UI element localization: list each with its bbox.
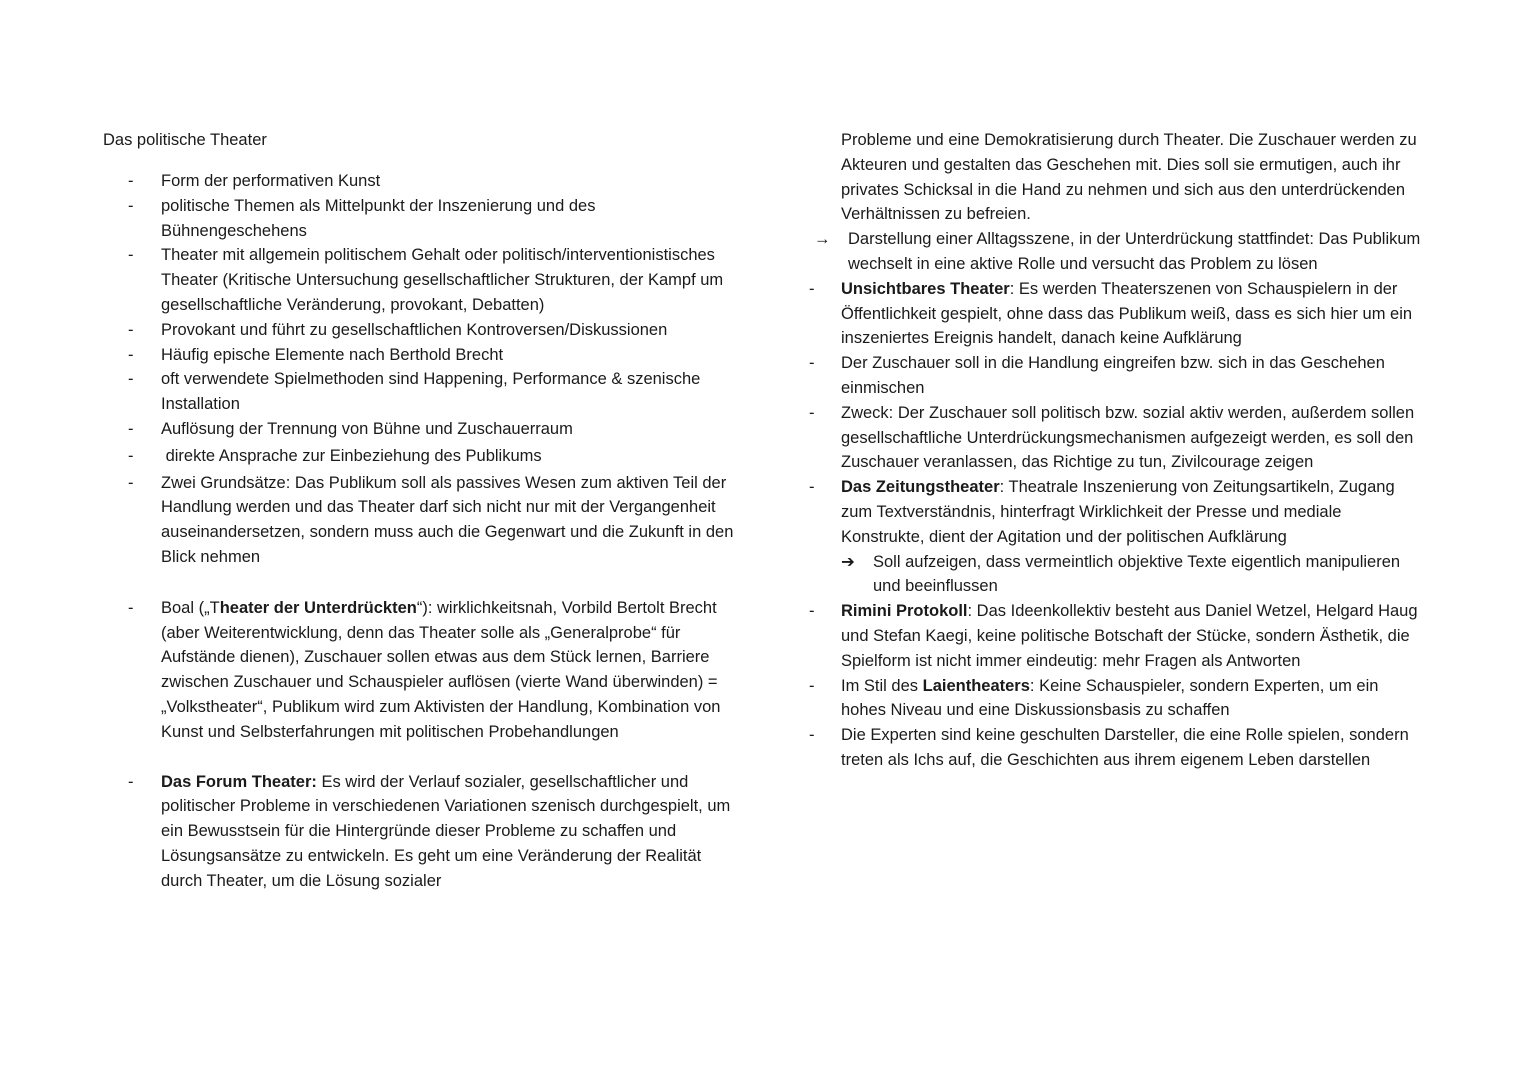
list-item <box>128 194 741 244</box>
list-item <box>128 343 741 368</box>
zeitung-arrow-text: Soll aufzeigen, dass vermeintlich objektive Texte eigentlich manipulieren und beeinflussen <box>873 552 1401 596</box>
forum-theater-text: Es wird der Verlauf sozialer, gesellschaftlicher und politischer Probleme in verschiedenen Variationen szenisch durchgespielt, um ein Bewusstsein für die Hintergründe dieser Probleme zu schaffen und Lösungsansätze zu entwickeln. Es geht um eine Veränderung der Realität durch Theater, um die Lösung sozialer <box>161 772 731 890</box>
list-item <box>128 169 741 194</box>
list-item-zeitungstheater <box>809 475 1421 549</box>
document-title: Das politische Theater <box>103 131 267 149</box>
list-item-text: oft verwendete Spielmethoden sind Happening, Performance & szenische Installation <box>161 370 701 414</box>
list-item <box>128 471 741 570</box>
laientheater-text: : Keine Schauspieler, sondern Experten, um ein hohes Niveau und eine Diskussionsbasis zu schaffen <box>841 676 1379 720</box>
left-column <box>128 169 741 894</box>
dash-bullet: - <box>128 473 134 492</box>
list-item <box>128 243 741 317</box>
right-arrow-icon: → <box>814 230 831 249</box>
list-item-text: politische Themen als Mittelpunkt der Inszenierung und des Bühnengeschehens <box>161 196 596 240</box>
list-item-boal <box>128 596 741 745</box>
list-item-unsichtbares-theater <box>809 277 1421 351</box>
list-item <box>809 351 1421 401</box>
list-item-text: Form der performativen Kunst <box>161 172 381 190</box>
list-item <box>809 401 1421 475</box>
dash-bullet: - <box>128 598 134 617</box>
dash-bullet: - <box>128 446 134 465</box>
list-item-text: Zweck: Der Zuschauer soll politisch bzw. sozial aktiv werden, außerdem sollen gesellschaftliche Unterdrückungsmechanismen aufgezeigt werden, es soll den Zuschauer veranlassen, das Richtige zu tun, Zivilcourage zeigen <box>841 403 1415 472</box>
dash-bullet: - <box>128 196 134 215</box>
list-item-text: direkte Ansprache zur Einbeziehung des Publikums <box>161 446 542 465</box>
laientheater-prefix: Im Stil des <box>841 676 923 695</box>
list-item <box>128 417 741 442</box>
list-item-rimini-protokoll <box>809 599 1421 673</box>
dash-bullet: - <box>128 345 134 364</box>
boal-heading: heater der Unterdrückten <box>219 598 417 617</box>
rimini-protokoll-heading: Rimini Protokoll <box>841 602 968 621</box>
dash-bullet: - <box>809 478 815 497</box>
dash-bullet: - <box>128 320 134 339</box>
forum-arrow-note <box>814 227 1421 277</box>
list-item-laientheater <box>809 674 1421 724</box>
dash-bullet: - <box>809 602 815 621</box>
laientheater-heading: Laientheaters <box>922 676 1030 695</box>
forum-theater-heading: Das Forum Theater: <box>161 772 317 791</box>
bold-arrow-icon: ➔ <box>841 552 855 571</box>
dash-bullet: - <box>128 246 134 265</box>
list-item <box>128 367 741 417</box>
list-item-text: Der Zuschauer soll in die Handlung eingreifen bzw. sich in das Geschehen einmischen <box>841 354 1385 397</box>
zeitung-arrow-note <box>841 550 1421 600</box>
boal-prefix: Boal („T <box>161 598 220 617</box>
dash-bullet: - <box>128 172 134 190</box>
forum-theater-continued: Probleme und eine Demokratisierung durch Theater. Die Zuschauer werden zu Akteuren und gestalten das Geschehen mit. Dies soll sie ermutigen, auch ihr privates Schicksal in die Hand zu nehmen und sich aus den unterdrückenden Verhältnissen zu befreien. <box>841 131 1417 224</box>
forum-arrow-text: Darstellung einer Alltagsszene, in der Unterdrückung stattfindet: Das Publikum wechselt in eine aktive Rolle und versucht das Problem zu lösen <box>848 230 1421 273</box>
list-item-text: Zwei Grundsätze: Das Publikum soll als passives Wesen zum aktiven Teil der Handlung werden und das Theater darf sich nicht nur mit der Vergangenheit auseinandersetzen, sondern muss auch die Gegenwart und die Zukunft in den Blick nehmen <box>161 473 734 566</box>
unsichtbares-theater-heading: Unsichtbares Theater <box>841 279 1010 298</box>
dash-bullet: - <box>809 354 815 373</box>
list-item-forum-theater <box>128 770 741 894</box>
dash-bullet: - <box>809 676 815 695</box>
dash-bullet: - <box>128 772 134 791</box>
list-item <box>809 723 1421 773</box>
list-item-text: Die Experten sind keine geschulten Darsteller, die eine Rolle spielen, sondern treten als Ichs auf, die Geschichten aus ihrem eigenem Leben darstellen <box>841 726 1409 769</box>
dash-bullet: - <box>809 279 815 298</box>
list-item-text: Auflösung der Trennung von Bühne und Zuschauerraum <box>161 419 573 438</box>
dash-bullet: - <box>128 419 134 438</box>
zeitungstheater-heading: Das Zeitungstheater <box>841 478 1000 497</box>
rimini-protokoll-text: : Das Ideenkollektiv besteht aus Daniel Wetzel, Helgard Haug und Stefan Kaegi, keine politische Botschaft der Stücke, sondern Ästhetik, die Spielform ist nicht immer eindeutig: mehr Fragen als Antworten <box>841 602 1418 670</box>
list-item <box>128 444 741 469</box>
dash-bullet: - <box>809 726 815 745</box>
list-item <box>128 318 741 343</box>
zeitungstheater-text: : Theatrale Inszenierung von Zeitungsartikeln, Zugang zum Textverständnis, hinterfragt Wirklichkeit der Presse und mediale Konstrukte, dient der Agitation und der politischen Aufklärung <box>841 478 1395 546</box>
list-item-text: Theater mit allgemein politischem Gehalt oder politisch/interventionistisches Theater (Kritische Untersuchung gesellschaftlicher Strukturen, der Kampf um gesellschaftliche Veränderung, provokant, Debatten) <box>161 246 724 314</box>
dash-bullet: - <box>809 403 815 422</box>
unsichtbares-theater-text: : Es werden Theaterszenen von Schauspielern in der Öffentlichkeit gespielt, ohne dass das Publikum weiß, dass es sich hier um ein inszeniertes Ereignis handelt, danach keine Aufklärung <box>841 279 1413 348</box>
list-item-text: Provokant und führt zu gesellschaftlichen Kontroversen/Diskussionen <box>161 320 668 339</box>
dash-bullet: - <box>128 370 134 389</box>
boal-text: “): wirklichkeitsnah, Vorbild Bertolt Brecht (aber Weiterentwicklung, denn das Theater solle als „Generalprobe“ für Aufstände dienen), Zuschauer sollen etwas aus dem Stück lernen, Barriere zwischen Zuschauer und Schauspieler auflösen (vierte Wand überwinden) = „Volkstheater“, Publikum wird zum Aktivisten der Handlung, Kombination von Kunst und Selbsterfahrungen mit politischen Probehandlungen <box>161 598 721 741</box>
right-column <box>809 128 1421 773</box>
list-item-text: Häufig epische Elemente nach Berthold Brecht <box>161 345 504 364</box>
